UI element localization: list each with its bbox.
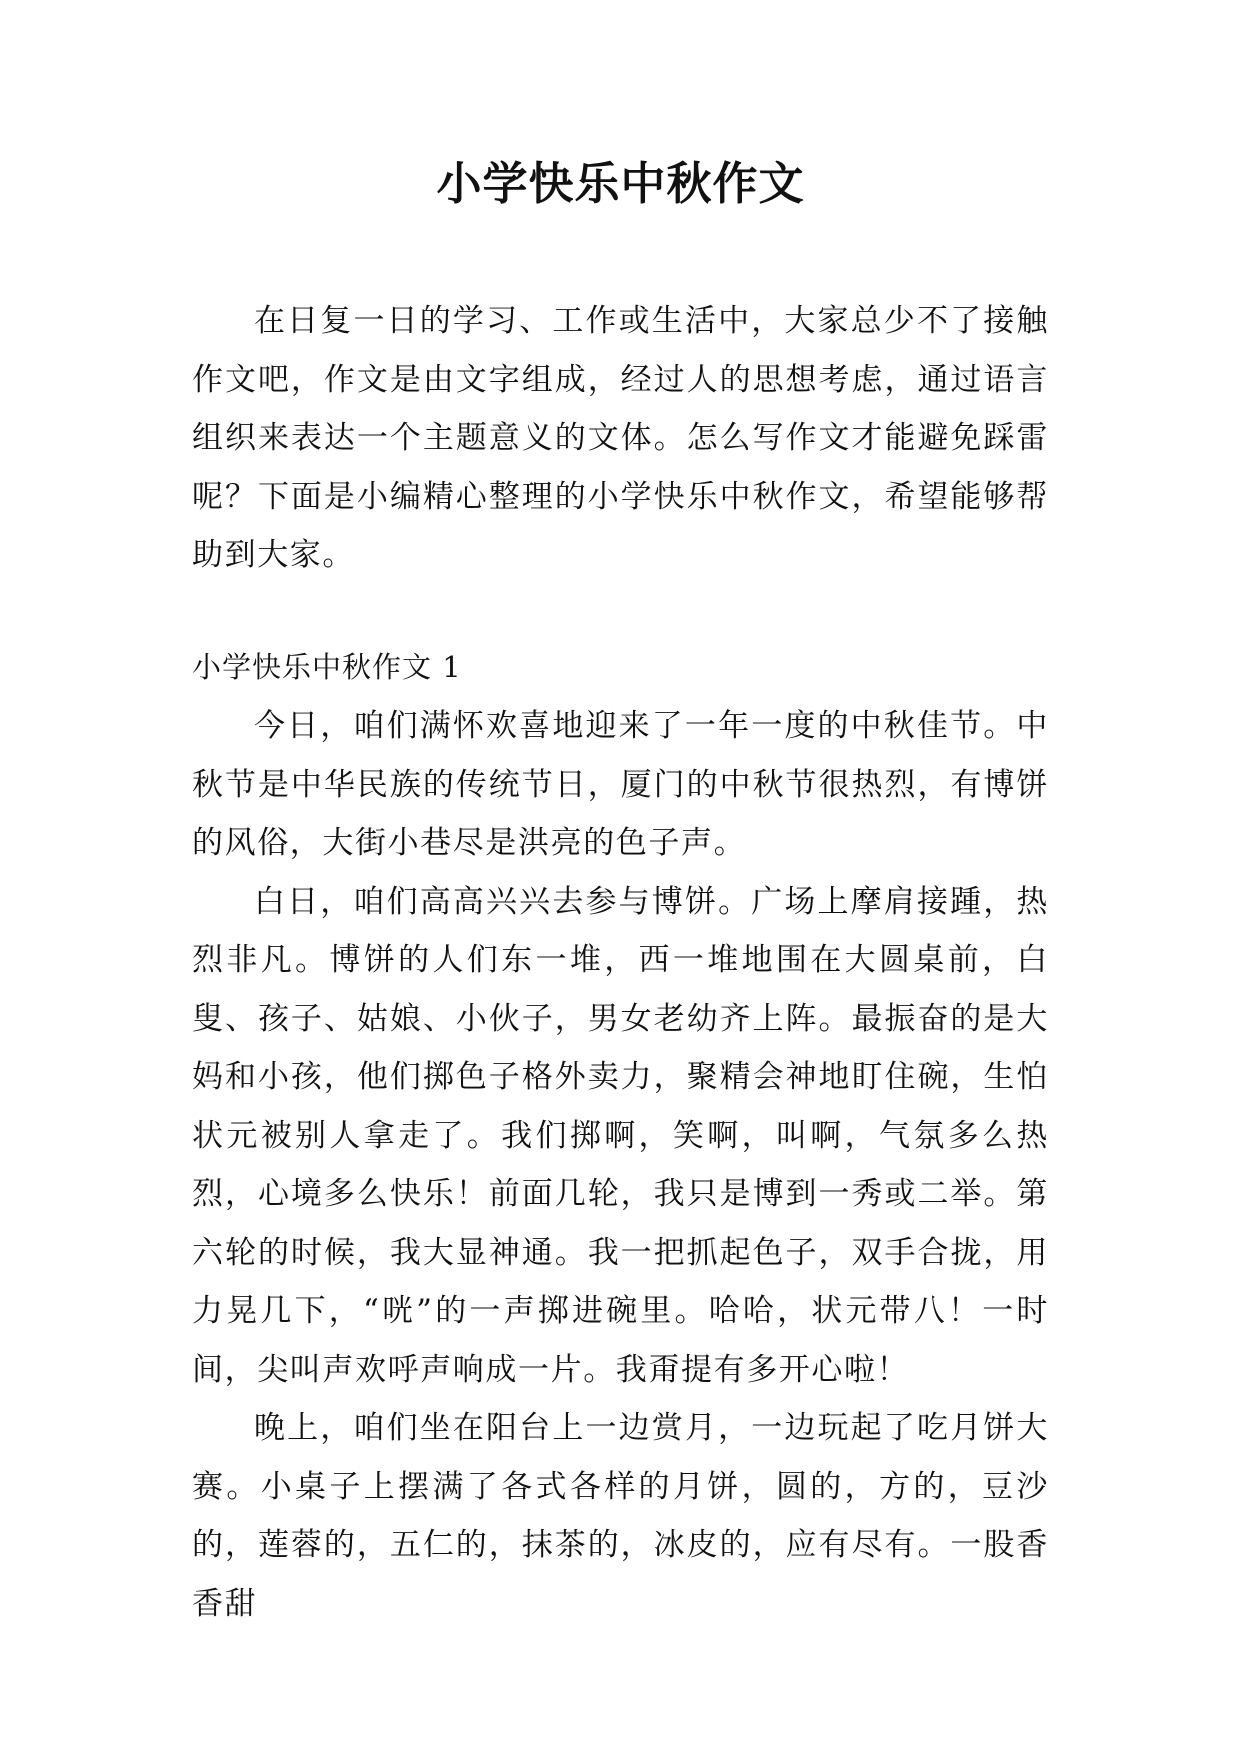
intro-paragraph: 在日复一日的学习、工作或生活中，大家总少不了接触作文吧，作文是由文字组成，经过人的思想考虑，通过语言组织来表达一个主题意义的文体。怎么写作文才能避免踩雷呢？下面是小编精心整理的小学快乐中秋作文，希望能够帮助到大家。 (192, 303, 1049, 573)
essay-paragraph: 晚上，咱们坐在阳台上一边赏月，一边玩起了吃月饼大赛。小桌子上摆满了各式各样的月饼，圆的，方的，豆沙的，莲蓉的，五仁的，抹茶的，冰皮的，应有尽有。一股香香甜 (192, 1410, 1049, 1622)
section-heading: 小学快乐中秋作文 1 (192, 650, 462, 684)
document-title: 小学快乐中秋作文 (436, 157, 805, 210)
essay-paragraph: 今日，咱们满怀欢喜地迎来了一年一度的中秋佳节。中秋节是中华民族的传统节日，厦门的中秋节很热烈，有博饼的风俗，大街小巷尽是洪亮的色子声。 (192, 708, 1049, 861)
essay-paragraph: 白日，咱们高高兴兴去参与博饼。广场上摩肩接踵，热烈非凡。博饼的人们东一堆，西一堆地围在大圆桌前，白叟、孩子、姑娘、小伙子，男女老幼齐上阵。最振奋的是大妈和小孩，他们掷色子格外卖力，聚精会神地盯住碗，生怕状元被别人拿走了。我们掷啊，笑啊，叫啊，气氛多么热烈，心境多么快乐！前面几轮，我只是博到一秀或二举。第六轮的时候，我大显神通。我一把抓起色子，双手合拢，用力晃几下，“咣”的一声掷进碗里。哈哈，状元带八！一时间，尖叫声欢呼声响成一片。我甭提有多开心啦！ (192, 883, 1049, 1388)
essay-body (192, 697, 1049, 1633)
